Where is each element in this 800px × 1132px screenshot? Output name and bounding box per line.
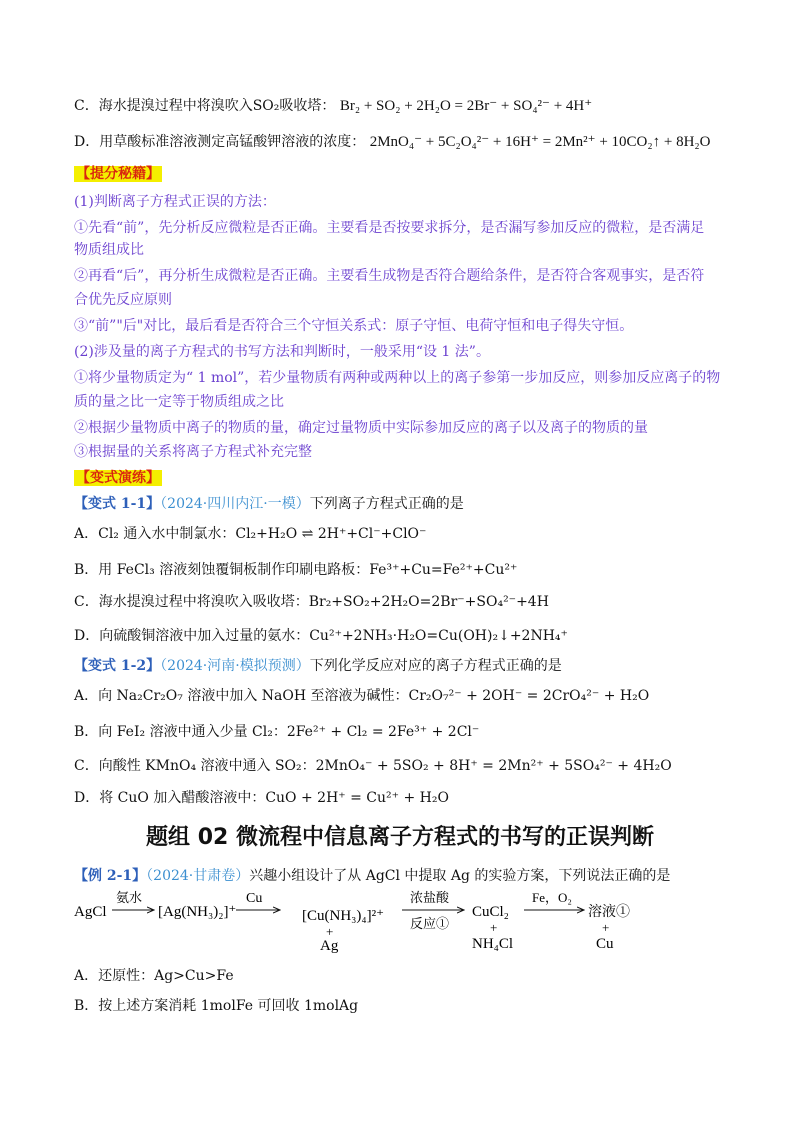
practice-q2-option-a: A．向 Na₂Cr₂O₇ 溶液中加入 NaOH 至溶液为碱性：Cr₂O₇²⁻ + 2OH⁻ = 2CrO₄²⁻ + H₂O: [74, 688, 650, 704]
practice-q1-option-c: C．海水提溴过程中将溴吹入吸收塔：Br₂+SO₂+2H₂O=2Br⁻+SO₄²⁻+4H: [74, 594, 549, 610]
tips-line-11: ③根据量的关系将离子方程式补充完整: [74, 444, 312, 460]
flow-plus2: +: [326, 924, 334, 939]
practice-q2-option-d: D．将 CuO 加入醋酸溶液中：CuO + 2H⁺ = Cu²⁺ + H₂O: [74, 790, 449, 806]
prev-option-d-text: D．用草酸标准溶液测定高锰酸钾溶液的浓度：: [74, 134, 366, 150]
practice-q2-label: 【变式 1-2】: [74, 658, 161, 674]
tips-header-label: 【提分秘籍】: [76, 166, 160, 182]
practice-q1-option-a: A．Cl₂ 通入水中制氯水：Cl₂+H₂O ⇌ 2H⁺+Cl⁻+ClO⁻: [74, 526, 427, 542]
flow-byproduct2: Ag: [320, 938, 339, 954]
tips-line-5: 合优先反应原则: [74, 292, 172, 308]
prev-option-c: [74, 96, 592, 116]
practice-q1-option-b: B．用 FeCl₃ 溶液刻蚀覆铜板制作印刷电路板：Fe³⁺+Cu=Fe²⁺+Cu²⁺: [74, 562, 518, 578]
example-label: 【例 2-1】: [74, 868, 147, 884]
flow-plus3: +: [490, 920, 498, 935]
example-option-b: B．按上述方案消耗 1molFe 可回收 1molAg: [74, 998, 359, 1014]
flow-arrow2-label: Cu: [246, 891, 263, 906]
tips-line-10: ②根据少量物质中离子的物质的量，确定过量物质中实际参加反应的离子以及离子的物质的量: [74, 420, 648, 436]
flow-byproduct4: Cu: [596, 936, 614, 952]
tips-header: [74, 164, 162, 184]
practice-q1-text: 下列离子方程式正确的是: [309, 496, 464, 512]
practice-q1-source: （2024·四川内江·一模）: [160, 496, 310, 512]
flow-arrow4-label: Fe，O₂: [532, 890, 572, 905]
tips-line-8: ①将少量物质定为“ 1 mol”，若少量物质有两种或两种以上的离子参第一步加反应，则参加反应离子的物: [74, 370, 721, 386]
flow-plus4: +: [602, 920, 610, 935]
practice-q2-text: 下列化学反应对应的离子方程式正确的是: [309, 658, 562, 674]
flow-start: AgCl: [74, 904, 107, 920]
tips-line-1: (1)判断离子方程式正误的方法：: [74, 194, 276, 210]
practice-header: [74, 468, 162, 488]
prev-option-d-equation: 2MnO₄⁻ + 5C₂O₄²⁻ + 16H⁺ = 2Mn²⁺ + 10CO₂↑ + 8H₂O: [369, 134, 711, 150]
prev-option-c-text: C．海水提溴过程中将溴吹入SO₂吸收塔：: [74, 98, 336, 114]
flow-species3: CuCl₂: [472, 904, 509, 920]
example-source: （2024·甘肃卷）: [146, 868, 250, 884]
tips-line-7: (2)涉及量的离子方程式的书写方法和判断时，一般采用“设 1 法”。: [74, 344, 490, 360]
flow-species2: [Cu(NH₃)₄]²⁺: [302, 908, 385, 924]
flow-diagram: [70, 886, 730, 956]
practice-q2-source: （2024·河南·模拟预测）: [160, 658, 310, 674]
practice-q1-label: 【变式 1-1】: [74, 496, 161, 512]
practice-q2-option-c: C．向酸性 KMnO₄ 溶液中通入 SO₂：2MnO₄⁻ + 5SO₂ + 8H⁺ = 2Mn²⁺ + 5SO₄²⁻ + 4H₂O: [74, 758, 672, 774]
example-stem: [74, 866, 670, 886]
tips-line-9: 质的量之比一定等于物质组成之比: [74, 394, 284, 410]
flow-byproduct3: NH₄Cl: [472, 936, 514, 952]
tips-line-3: 物质组成比: [74, 242, 144, 258]
flow-arrow3-bottom: 反应①: [410, 916, 450, 931]
tips-line-2: ①先看“前”，先分析反应微粒是否正确。主要看是否按要求拆分，是否漏写参加反应的微粒，是否满足: [74, 220, 705, 236]
example-text: 兴趣小组设计了从 AgCl 中提取 Ag 的实验方案，下列说法正确的是: [249, 868, 671, 884]
practice-header-label: 【变式演练】: [76, 470, 160, 486]
practice-q1-option-d: D．向硫酸铜溶液中加入过量的氨水：Cu²⁺+2NH₃·H₂O=Cu(OH)₂↓+2NH₄⁺: [74, 628, 568, 644]
tips-line-6: ③“前”"后"对比，最后看是否符合三个守恒关系式：原子守恒、电荷守恒和电子得失守恒。: [74, 318, 634, 334]
practice-q1-stem: [74, 494, 464, 514]
flow-species4: 溶液①: [588, 905, 630, 920]
practice-q2-option-b: B．向 FeI₂ 溶液中通入少量 Cl₂：2Fe²⁺ + Cl₂ = 2Fe³⁺ + 2Cl⁻: [74, 724, 480, 740]
flow-arrow3-top: 浓盐酸: [410, 890, 450, 905]
flow-species1: [Ag(NH₃)₂]⁺: [158, 904, 237, 920]
section-title: 题组 02 微流程中信息离子方程式的书写的正误判断: [146, 825, 654, 850]
prev-option-d: [74, 132, 710, 152]
practice-q2-stem: [74, 656, 562, 676]
example-option-a: A．还原性：Ag>Cu>Fe: [74, 968, 234, 984]
tips-line-4: ②再看“后”，再分析生成微粒是否正确。主要看生成物是否符合题给条件，是否符合客观事实，是否符: [74, 268, 705, 284]
flow-arrow1-label: 氨水: [116, 890, 143, 905]
prev-option-c-equation: Br₂ + SO₂ + 2H₂O = 2Br⁻ + SO₄²⁻ + 4H⁺: [339, 98, 593, 114]
